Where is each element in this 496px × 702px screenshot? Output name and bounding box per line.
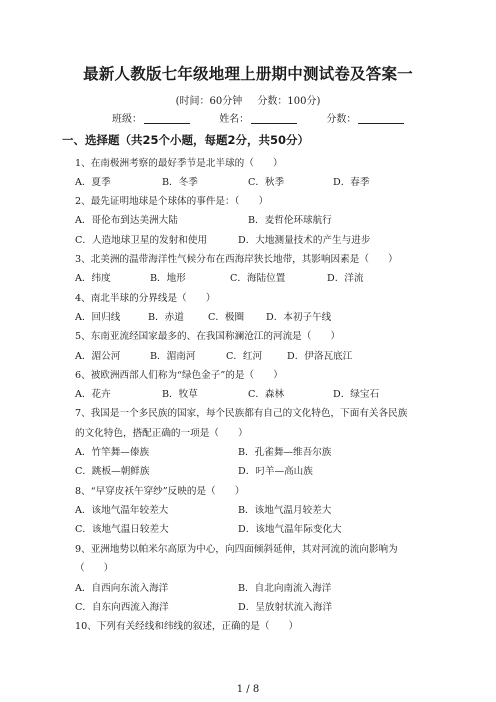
class-label: 班级： (112, 114, 142, 125)
q5-option-a[interactable]: A．湄公河 (75, 351, 121, 362)
q1-option-d[interactable]: D．春季 (333, 177, 370, 188)
class-blank[interactable] (144, 123, 190, 124)
question-3-stem: 3、北美洲的温带海洋性气候分布在西海岸狭长地带，其影响因素是（ ） (75, 254, 398, 265)
q9-option-c[interactable]: C．自东向西流入海洋 (75, 602, 169, 613)
question-4-stem: 4、南北半球的分界线是（ ） (75, 293, 216, 304)
question-1-stem: 1、在南极洲考察的最好季节是北半球的（ ） (75, 158, 283, 169)
q1-option-c[interactable]: C．秋季 (248, 177, 285, 188)
q9-option-d[interactable]: D．呈放射状流入海洋 (238, 602, 333, 613)
exam-total-score: 分数：100分) (257, 96, 321, 107)
page-number: 1 / 8 (236, 684, 260, 695)
q7-option-a[interactable]: A．竹竿舞—傣族 (75, 447, 150, 458)
q1-option-a[interactable]: A．夏季 (75, 177, 111, 188)
q4-option-d[interactable]: D．本初子午线 (266, 312, 332, 323)
question-7-stem-line-2: 的文化特色，搭配正确的一项是（ ） (75, 428, 248, 439)
q3-option-d[interactable]: D．洋流 (327, 273, 364, 284)
section-heading: 一、选择题（共25个小题，每题2分，共50分） (62, 133, 310, 147)
q8-option-a[interactable]: A．该地气温年较差大 (75, 505, 169, 516)
score-blank[interactable] (358, 123, 404, 124)
question-8-stem: 8、“早穿皮袄午穿纱”反映的是（ ） (75, 486, 245, 497)
exam-time: (时间：60分钟 (175, 96, 243, 107)
q7-option-d[interactable]: D．叼羊—高山族 (238, 466, 313, 477)
q9-option-b[interactable]: B．自北向南流入海洋 (238, 583, 332, 594)
question-9-stem-line-1: 9、亚洲地势以帕米尔高原为中心，向四面倾斜延伸，其对河流的流向影响为 (75, 544, 398, 555)
q4-option-c[interactable]: C．极圈 (208, 312, 245, 323)
question-5-stem: 5、东南亚流经国家最多的、在我国称澜沧江的河流是（ ） (75, 331, 341, 342)
class-field[interactable] (112, 110, 190, 125)
q2-option-d[interactable]: D．大地测量技术的产生与进步 (238, 235, 371, 246)
q8-option-d[interactable]: D．该地气温年际变化大 (238, 524, 342, 535)
question-6-stem: 6、被欧洲西部人们称为“绿色金子”的是（ ） (75, 370, 283, 381)
question-7-stem-line-1: 7、我国是一个多民族的国家，每个民族都有自己的文化特色，下面有关各民族 (75, 408, 408, 419)
q2-option-c[interactable]: C．人造地球卫星的发射和使用 (75, 235, 208, 246)
q6-option-c[interactable]: C．森林 (248, 389, 285, 400)
score-field[interactable] (326, 110, 404, 125)
name-label: 姓名： (219, 114, 250, 125)
q3-option-c[interactable]: C．海陆位置 (230, 273, 286, 284)
name-field[interactable] (219, 110, 297, 125)
q8-option-c[interactable]: C．该地气温日较差大 (75, 524, 169, 535)
question-2-stem: 2、最先证明地球是个球体的事件是：（ ） (75, 196, 269, 207)
q2-option-b[interactable]: B．麦哲伦环球航行 (248, 215, 332, 226)
q7-option-b[interactable]: B．孔雀舞—维吾尔族 (238, 447, 332, 458)
question-10-stem: 10、下列有关经线和纬线的叙述，正确的是（ ） (75, 621, 299, 632)
name-blank[interactable] (251, 123, 297, 124)
q8-option-b[interactable]: B．该地气温月较差大 (238, 505, 332, 516)
q2-option-a[interactable]: A．哥伦布到达美洲大陆 (75, 215, 178, 226)
q6-option-a[interactable]: A．花卉 (75, 389, 111, 400)
q7-option-c[interactable]: C．跳板—朝鲜族 (75, 466, 150, 477)
q5-option-d[interactable]: D．伊洛瓦底江 (287, 351, 353, 362)
q4-option-b[interactable]: B．赤道 (148, 312, 184, 323)
q3-option-a[interactable]: A．纬度 (75, 273, 111, 284)
q3-option-b[interactable]: B．地形 (150, 273, 186, 284)
student-info-fields (112, 110, 408, 125)
page-title: 最新人教版七年级地理上册期中测试卷及答案一 (83, 65, 413, 83)
exam-meta (0, 92, 496, 107)
question-9-stem-line-2: （ ） (75, 563, 114, 574)
q6-option-d[interactable]: D．绿宝石 (333, 389, 380, 400)
q6-option-b[interactable]: B．牧草 (162, 389, 198, 400)
q4-option-a[interactable]: A．回归线 (75, 312, 121, 323)
q1-option-b[interactable]: B．冬季 (162, 177, 198, 188)
q5-option-c[interactable]: C．红河 (226, 351, 263, 362)
q5-option-b[interactable]: B．湄南河 (150, 351, 196, 362)
score-label: 分数： (326, 114, 357, 125)
q9-option-a[interactable]: A．自西向东流入海洋 (75, 583, 169, 594)
